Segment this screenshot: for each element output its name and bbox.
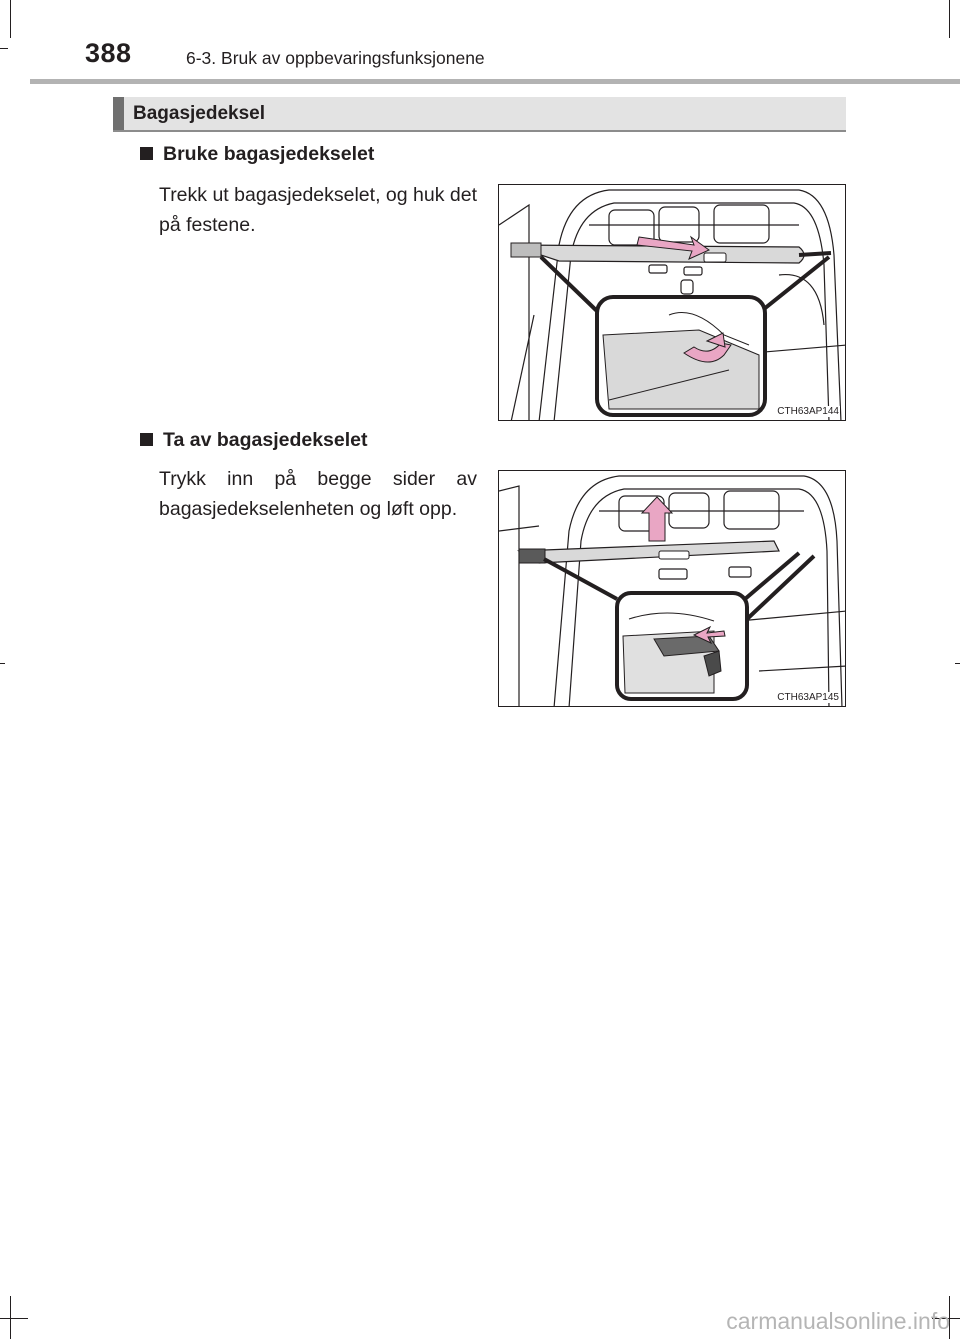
bullet-square-icon xyxy=(140,147,153,160)
title-bar-marker xyxy=(113,97,124,130)
figure-code: CTH63AP145 xyxy=(777,692,839,703)
cargo-cover-removal-illustration xyxy=(499,471,846,707)
instruction-use-cover: Trekk ut bagasjedekselet, og huk det på festene. xyxy=(159,184,477,236)
cargo-cover-pull-illustration xyxy=(499,185,846,421)
figure-pull-out-cover xyxy=(498,184,846,421)
crop-mark xyxy=(949,0,950,38)
crop-mark xyxy=(0,1318,28,1319)
heading-remove-cover xyxy=(140,429,368,452)
crop-mark xyxy=(955,663,960,664)
page-number: 388 xyxy=(85,38,132,68)
footer-watermark: carmanualsonline.info xyxy=(726,1308,950,1334)
header-rule xyxy=(30,79,960,84)
heading-remove-cover-text: Ta av bagasjedekselet xyxy=(163,429,368,451)
bullet-square-icon xyxy=(140,433,153,446)
heading-use-cover xyxy=(140,143,374,166)
crop-mark xyxy=(10,0,11,38)
subsection-title-bar xyxy=(113,97,846,132)
crop-mark xyxy=(0,48,8,49)
heading-use-cover-text: Bruke bagasjedekselet xyxy=(163,143,375,165)
instruction-remove-cover: Trykk inn på begge sider av bagasjedekselenheten og løft opp. xyxy=(159,468,477,520)
figure-remove-cover xyxy=(498,470,846,707)
crop-mark xyxy=(0,663,5,664)
section-title: 6-3. Bruk av oppbevaringsfunksjonene xyxy=(186,48,485,68)
subsection-title: Bagasjedeksel xyxy=(133,103,266,124)
figure-code: CTH63AP144 xyxy=(777,406,839,417)
